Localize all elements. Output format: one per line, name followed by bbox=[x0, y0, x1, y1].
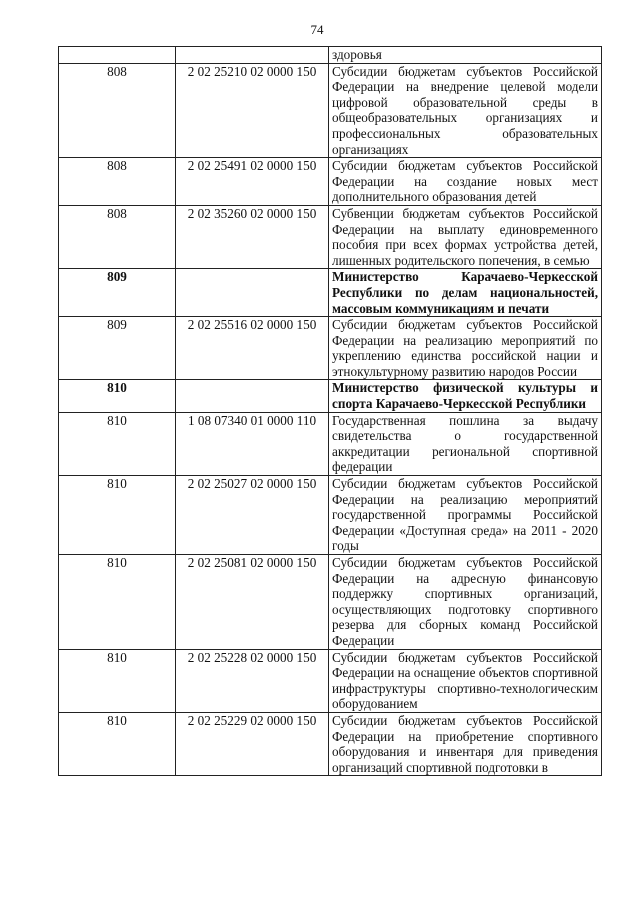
revenue-code-cell: 2 02 25081 02 0000 150 bbox=[176, 555, 329, 650]
table-row bbox=[59, 412, 602, 475]
page-number: 74 bbox=[310, 22, 324, 37]
table-row bbox=[59, 712, 602, 775]
revenue-code-cell bbox=[176, 269, 329, 317]
table-row bbox=[59, 555, 602, 650]
description-cell: Субсидии бюджетам субъектов Российской Федерации на внедрение целевой модели цифровой образовательной среды в общеобразовательных организациях и профессиональных образовательных организациях bbox=[329, 63, 602, 158]
description-cell: Субсидии бюджетам субъектов Российской Федерации на реализацию мероприятий по укреплению единства российской нации и этнокультурному развитию народов России bbox=[329, 317, 602, 380]
description-cell: Субсидии бюджетам субъектов Российской Федерации на реализацию мероприятий государственной программы Российской Федерации «Доступная среда» на 2011 - 2020 годы bbox=[329, 476, 602, 555]
admin-code-cell: 810 bbox=[59, 555, 176, 650]
description-cell: Субвенции бюджетам субъектов Российской Федерации на выплату единовременного пособия при всех формах устройства детей, лишенных родительского попечения, в семью bbox=[329, 205, 602, 268]
table-row bbox=[59, 476, 602, 555]
table-row bbox=[59, 205, 602, 268]
revenue-code-cell: 2 02 35260 02 0000 150 bbox=[176, 205, 329, 268]
ministry-row bbox=[59, 269, 602, 317]
revenue-code-cell: 2 02 25228 02 0000 150 bbox=[176, 649, 329, 712]
table-body bbox=[59, 47, 602, 776]
revenue-code-cell: 2 02 25229 02 0000 150 bbox=[176, 712, 329, 775]
revenue-codes-table bbox=[58, 46, 602, 776]
admin-code-cell: 809 bbox=[59, 269, 176, 317]
admin-code-cell: 810 bbox=[59, 412, 176, 475]
description-cell: Субсидии бюджетам субъектов Российской Федерации на оснащение объектов спортивной инфраструктуры спортивно-технологическим оборудованием bbox=[329, 649, 602, 712]
revenue-code-cell: 2 02 25491 02 0000 150 bbox=[176, 158, 329, 206]
description-cell: Субсидии бюджетам субъектов Российской Федерации на создание новых мест дополнительного образования детей bbox=[329, 158, 602, 206]
admin-code-cell: 808 bbox=[59, 205, 176, 268]
admin-code-cell: 809 bbox=[59, 317, 176, 380]
revenue-code-cell: 2 02 25027 02 0000 150 bbox=[176, 476, 329, 555]
description-cell: Министерство Карачаево-Черкесской Республики по делам национальностей, массовым коммуникациям и печати bbox=[329, 269, 602, 317]
description-cell: Государственная пошлина за выдачу свидетельства о государственной аккредитации региональной спортивной федерации bbox=[329, 412, 602, 475]
admin-code-cell bbox=[59, 47, 176, 64]
table-row bbox=[59, 158, 602, 206]
description-cell: здоровья bbox=[329, 47, 602, 64]
admin-code-cell: 810 bbox=[59, 649, 176, 712]
table-row bbox=[59, 63, 602, 158]
admin-code-cell: 808 bbox=[59, 158, 176, 206]
description-cell: Субсидии бюджетам субъектов Российской Федерации на адресную финансовую поддержку спортивных организаций, осуществляющих подготовку спортивного резерва для сборных команд Российской Федерации bbox=[329, 555, 602, 650]
revenue-code-cell: 1 08 07340 01 0000 110 bbox=[176, 412, 329, 475]
ministry-row bbox=[59, 380, 602, 412]
table-row bbox=[59, 649, 602, 712]
admin-code-cell: 808 bbox=[59, 63, 176, 158]
revenue-code-cell bbox=[176, 380, 329, 412]
description-cell: Субсидии бюджетам субъектов Российской Федерации на приобретение спортивного оборудования и инвентаря для приведения организаций спортивной подготовки в bbox=[329, 712, 602, 775]
table-row bbox=[59, 47, 602, 64]
revenue-code-cell bbox=[176, 47, 329, 64]
admin-code-cell: 810 bbox=[59, 712, 176, 775]
table-row bbox=[59, 317, 602, 380]
admin-code-cell: 810 bbox=[59, 476, 176, 555]
description-cell: Министерство физической культуры и спорта Карачаево-Черкесской Республики bbox=[329, 380, 602, 412]
admin-code-cell: 810 bbox=[59, 380, 176, 412]
revenue-code-cell: 2 02 25210 02 0000 150 bbox=[176, 63, 329, 158]
revenue-code-cell: 2 02 25516 02 0000 150 bbox=[176, 317, 329, 380]
